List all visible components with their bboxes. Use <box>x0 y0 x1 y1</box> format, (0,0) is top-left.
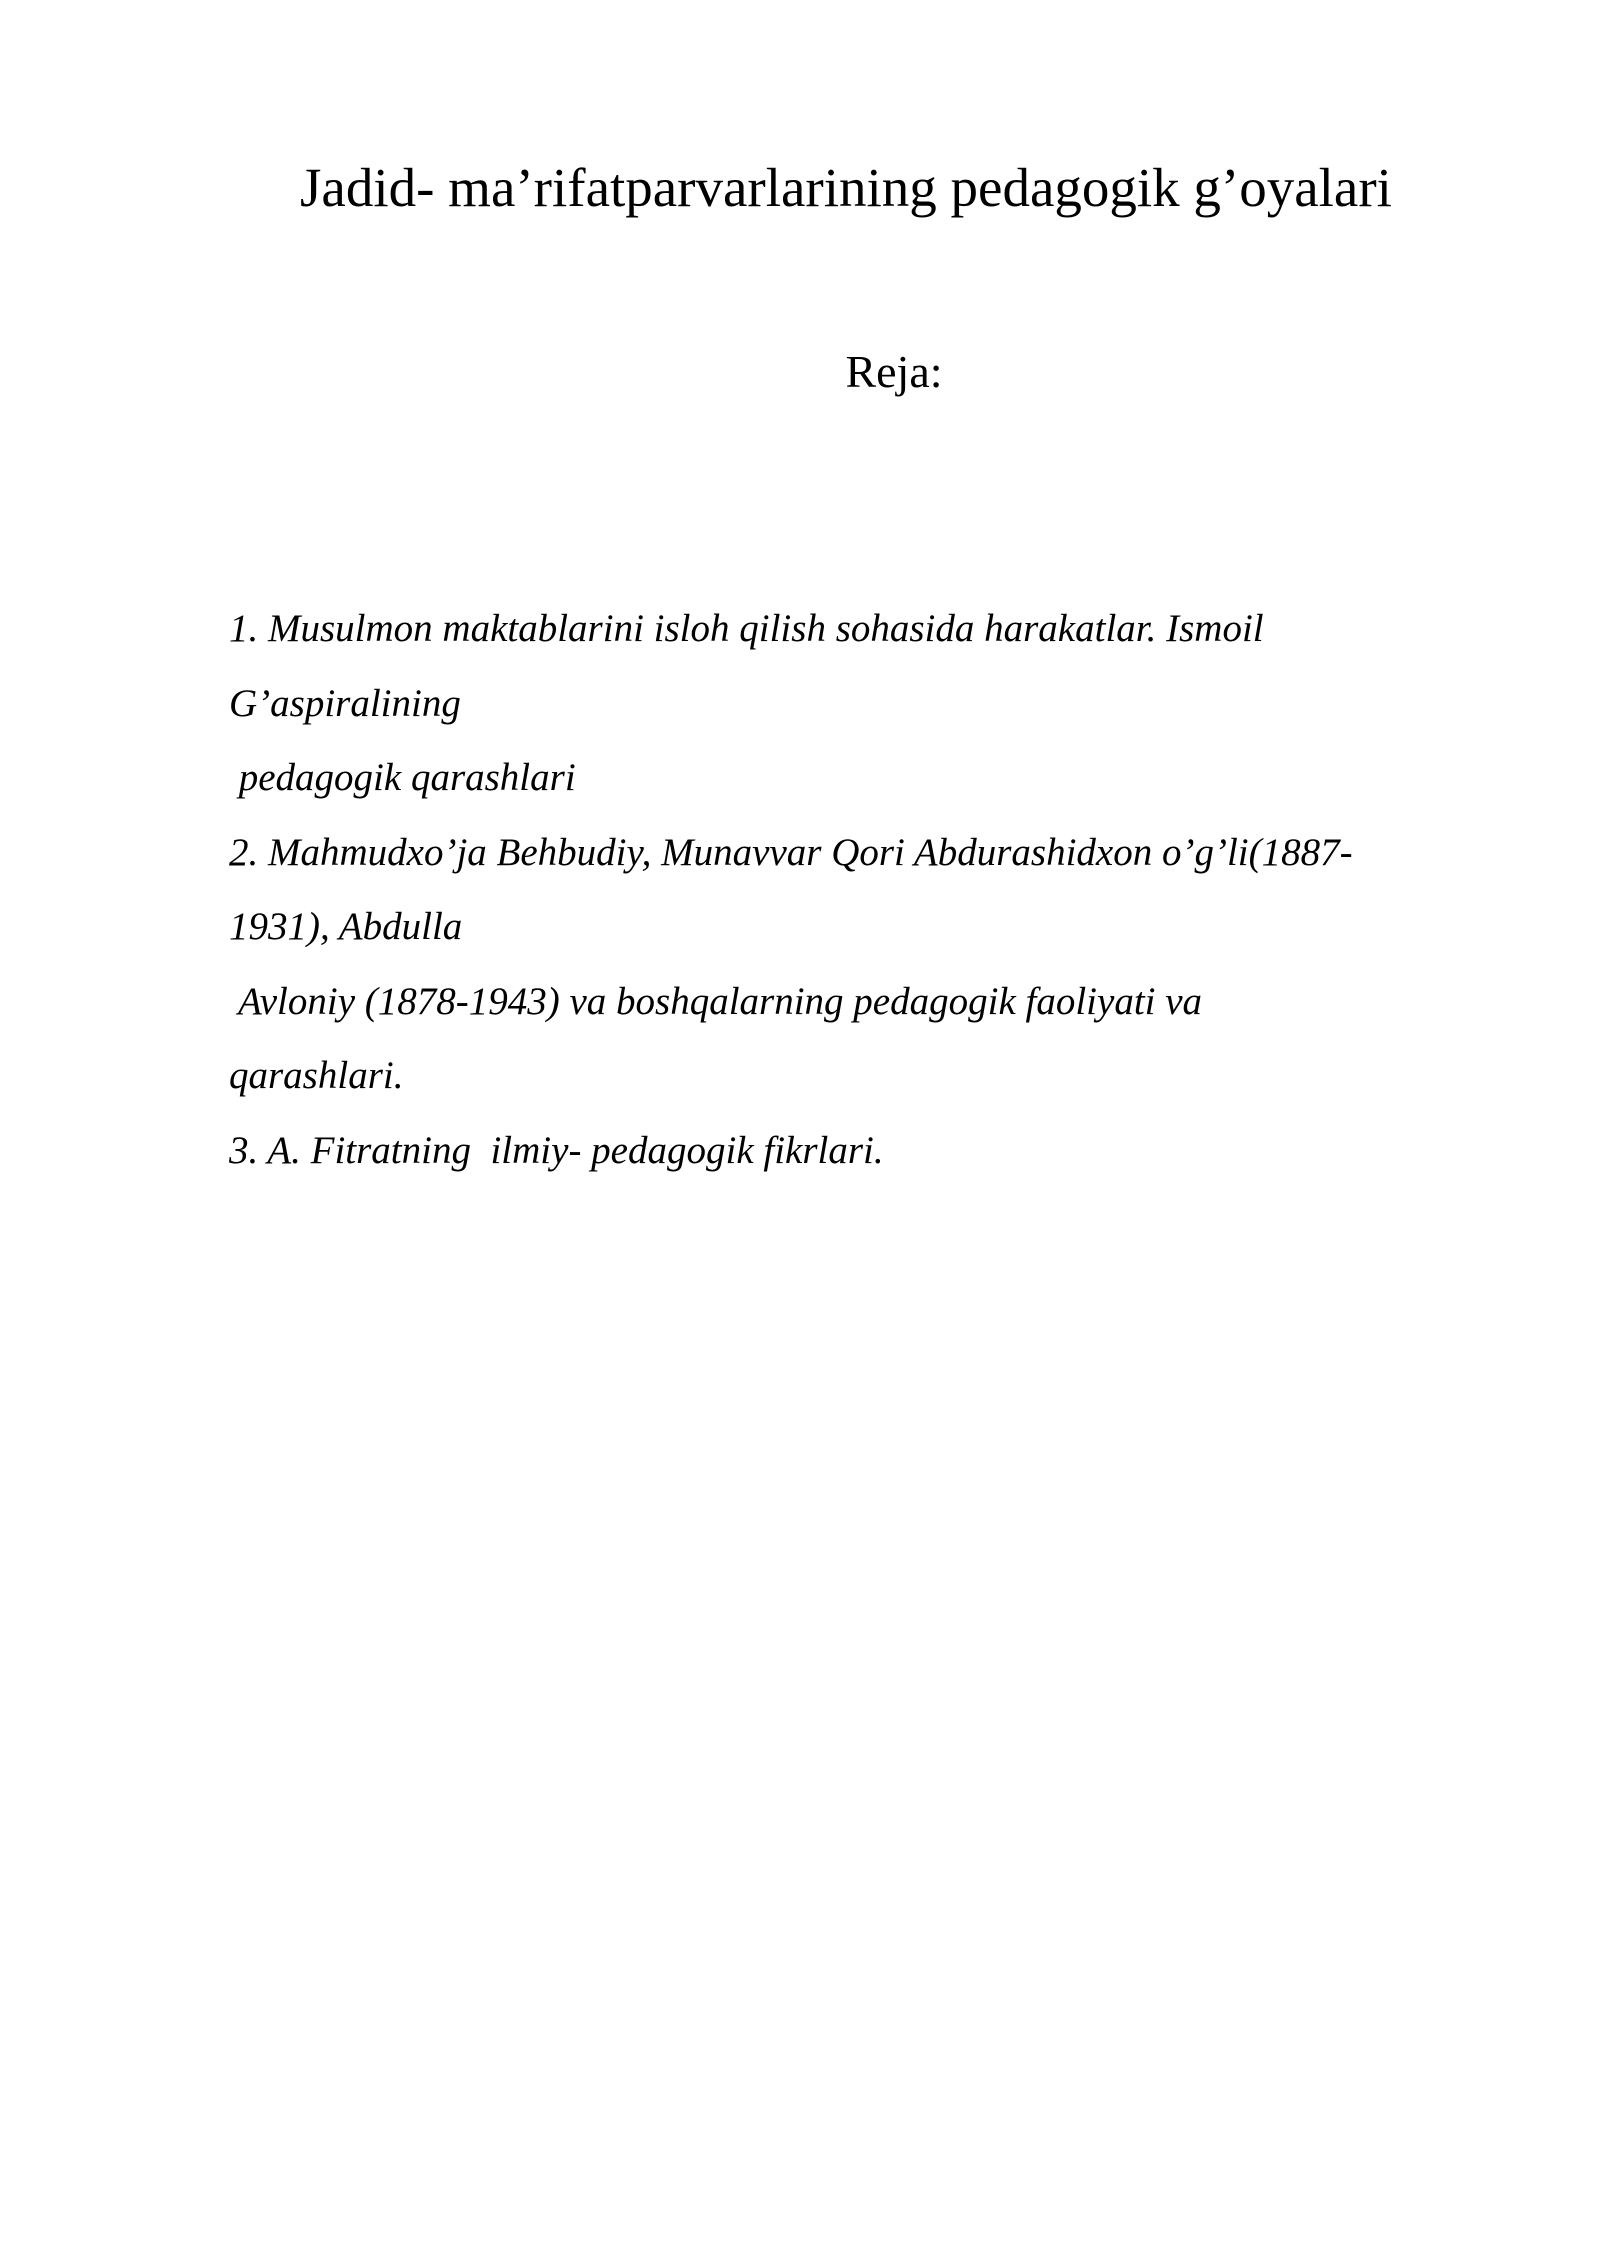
plan-line: 2. Mahmudxo’ja Behbudiy, Munavvar Qori Abdurashidxon o’g’li(1887- <box>229 830 1353 874</box>
plan-line: 1931), Abdulla <box>229 905 463 948</box>
plan-list <box>229 592 1529 1188</box>
plan-line: pedagogik qarashlari <box>229 756 576 799</box>
plan-line: 1. Musulmon maktablarini isloh qilish sohasida harakatlar. Ismoil <box>229 607 1264 650</box>
plan-line: G’aspiralining <box>229 681 461 725</box>
plan-line: Avloniy (1878-1943) va boshqalarning pedagogik faoliyati va <box>229 979 1203 1023</box>
document-title: Jadid- ma’rifatparvarlarining pedagogik g’oyalari <box>300 157 1392 218</box>
plan-line: qarashlari. <box>229 1054 404 1097</box>
plan-line: 3. A. Fitratning ilmiy- pedagogik fikrlari. <box>229 1128 884 1172</box>
plan-heading: Reja: <box>845 346 943 397</box>
